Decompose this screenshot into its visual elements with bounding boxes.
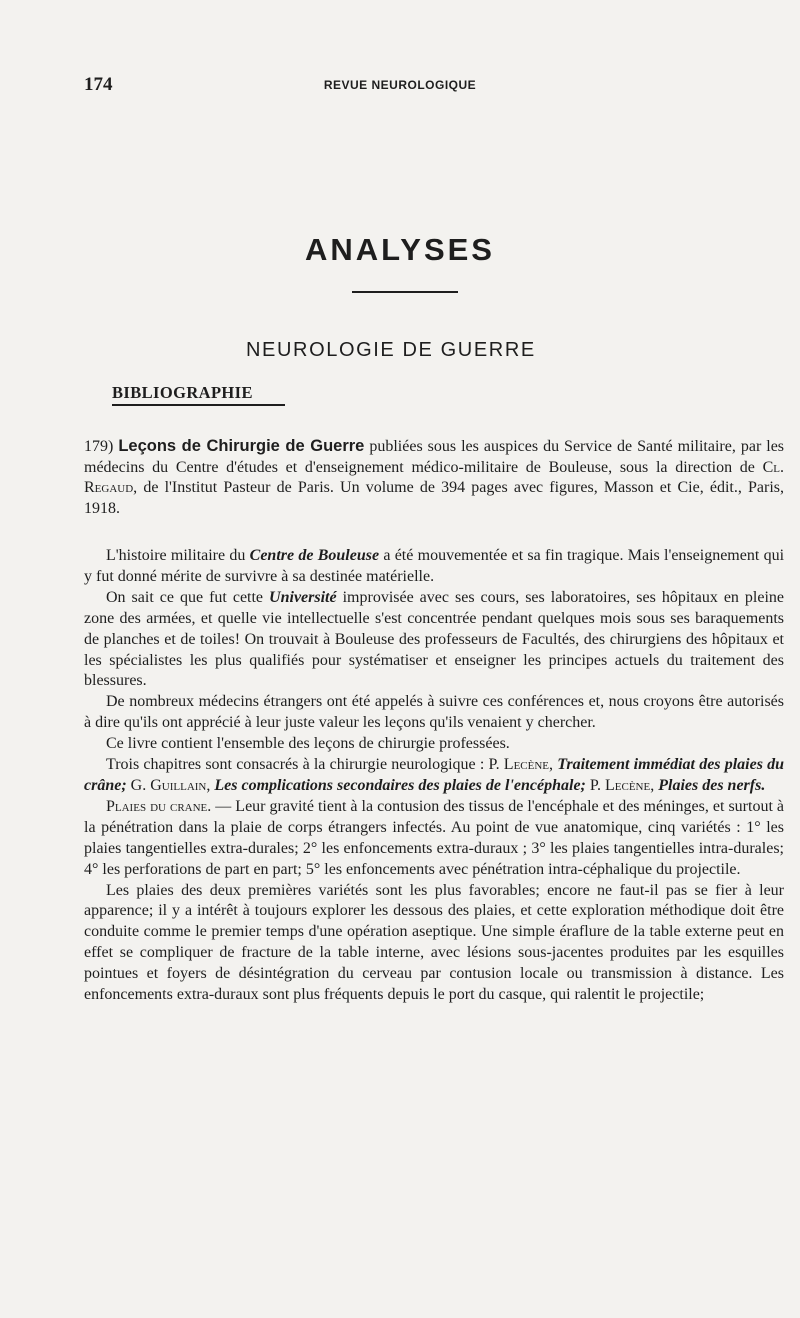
section-title: ANALYSES (305, 232, 495, 267)
entry-author: Cl. Regaud (84, 458, 785, 497)
paragraph: Trois chapitres sont consacrés à la chirurgie neurologique : P. Lecène, Traitement immédiat des plaies du crâne; G. Guillain, Les complications secondaires des plaies de l'encéphale; P. Lecène, Plaies des nerfs. (84, 756, 785, 794)
subsection-title: NEUROLOGIE DE GUERRE (246, 339, 536, 361)
author-name: Lecène (605, 776, 651, 794)
paragraph: Ce livre contient l'ensemble des leçons de chirurgie professées. (106, 735, 510, 753)
paragraph-text: Trois chapitres sont consacrés à la chirurgie neurologique : P. (106, 756, 500, 774)
paragraph-text: On sait ce que fut cette (106, 588, 264, 606)
paragraph-text: P. (589, 776, 601, 794)
bibliography-entry (84, 436, 784, 520)
entry-title: Leçons de Chirurgie de Guerre (118, 437, 365, 455)
paragraph (84, 546, 784, 588)
entry-number: 179) (84, 438, 114, 455)
paragraph-italic: Centre de Bouleuse (249, 547, 380, 564)
chapter-title: Traitement immédiat des plaies du crâne; (84, 756, 785, 794)
title-rule (352, 291, 458, 293)
bibliography-heading: BIBLIOGRAPHIE (112, 383, 253, 402)
paragraph-text: G. (130, 776, 147, 794)
paragraph: Les plaies des deux premières variétés sont les plus favorables; encore ne faut-il pas se fier à leur apparence; il y a intérêt à toujours explorer les dessous des plaies, et cette exploration méthodique doit être conduite comme le premier temps d'une opération aseptique. Une simple éraflure de la table externe peut en effet se compliquer de fracture de la table interne, avec lésions sous-jacentes produites par les esquilles pointues et foyers de désintégration du cerveau par contusion locale ou transmission à distance. Les enfoncements extra-duraux sont plus fréquents depuis le port du casque, qui ralentit le projectile; (84, 881, 784, 1004)
paragraph-lead: Plaies du crane. (106, 797, 212, 815)
author-name: Guillain (150, 776, 207, 794)
paragraph (84, 797, 784, 881)
running-title: REVUE NEUROLOGIQUE (323, 78, 477, 92)
entry-text: publiées sous les auspices du Service de Santé militaire, par les médecins du Centre d'études et d'enseignement médico-militaire de Bouleuse, sous la direction de (84, 438, 785, 476)
paragraph-text: L'histoire militaire du (106, 547, 246, 564)
paragraph-text: — Leur gravité tient à la contusion des tissus de l'encéphale et des méninges, et surtout à la pénétration dans la plaie de corps étrangers infectés. Au point de vue anatomique, cinq variétés : 1° les plaies tangentielles extra-durales; 2° les enfoncements extra-duraux ; 3° les plaies tangentielles intra-durales; 4° les perforations de part en part; 5° les enfoncements avec pénétration intra-céphalique du projectile. (84, 797, 785, 878)
page-number: 174 (84, 74, 113, 95)
author-name: Lecène (503, 756, 550, 774)
chapter-title: Les complications secondaires des plaies de l'encéphale; (214, 776, 586, 794)
paragraph-text: improvisée avec ses cours, ses laboratoires, ses hôpitaux en pleine zone des armées, et quelle vie intellectuelle s'est concentrée pendant quelques mois sous ses baraquements de planches et de toiles! On trouvait à Bouleuse des professeurs de Facultés, des chirurgiens des hôpitaux et les spécialistes les plus qualifiés pour systématiser et enseigner les principes actuels du traitement des blessures. (84, 588, 785, 690)
paragraph-text: a été mouvementée et sa fin tragique. Mais l'enseignement qui y fut donné mérite de survivre à sa destinée matérielle. (84, 547, 785, 585)
paragraph-italic: Université (269, 588, 337, 606)
bibliography-underline (112, 404, 285, 406)
paragraph: De nombreux médecins étrangers ont été appelés à suivre ces conférences et, nous croyons être autorisés à dire qu'ils ont apprécié à leur juste valeur les leçons qu'ils venaient y chercher. (84, 693, 784, 732)
page-header (0, 74, 800, 98)
article-body (84, 546, 784, 1006)
paragraph (84, 588, 784, 693)
entry-text-end: , de l'Institut Pasteur de Paris. Un volume de 394 pages avec figures, Masson et Cie, édit., Paris, 1918. (84, 479, 784, 518)
chapter-title: Plaies des nerfs. (658, 776, 766, 794)
